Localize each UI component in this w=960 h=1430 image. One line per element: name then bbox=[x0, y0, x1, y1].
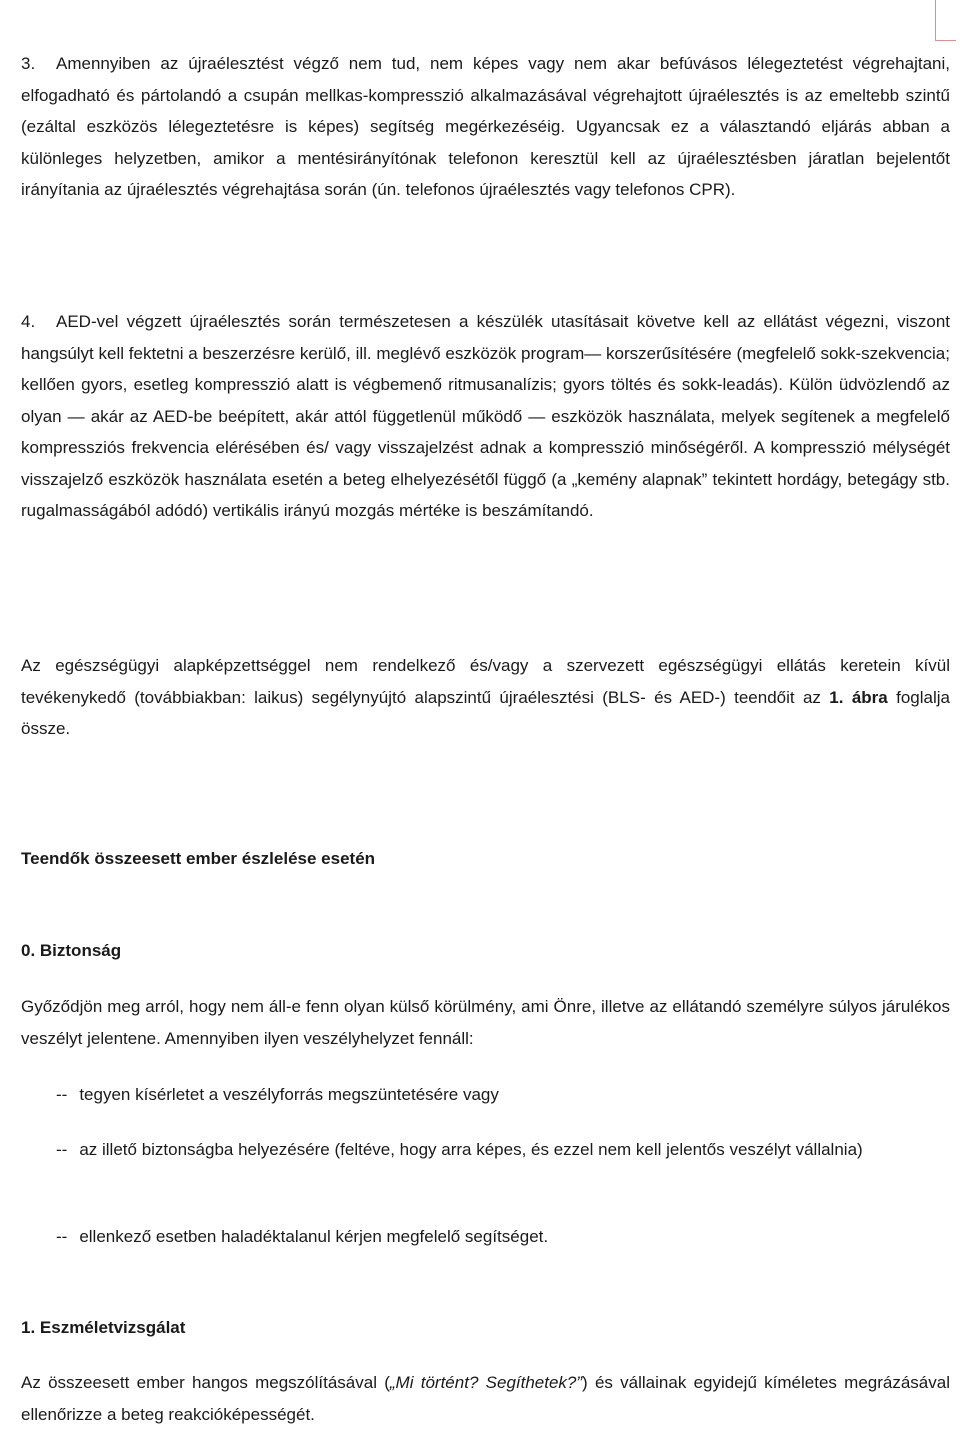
section-number: 3. bbox=[21, 54, 36, 73]
section-number: 4. bbox=[21, 312, 36, 331]
page-corner-mark bbox=[935, 0, 956, 41]
list-item-text: az illető biztonságba helyezésére (feltéve, hogy arra képes, és ezzel nem kell jelentős veszélyt vállalnia) bbox=[79, 1140, 863, 1159]
dash-marker: -- bbox=[56, 1140, 68, 1159]
page-title: Teendők összeesett ember észlelése esetén bbox=[21, 849, 376, 868]
section-4-text: AED-vel végzett újraélesztés során természetesen a készülék utasításait követve kell az ellátást végezni, viszont hangsúlyt kell fektetni a beszerzésre kerülő, ill. meglévő eszközök program— korszerűsítésére (megfelelő sokk-szekvencia; kellően gyors, esetleg kompresszió alatt is végbemenő ritmusanalízis; gyors töltés és sokk-leadás). Külön üdvözlendő az olyan — akár az AED-be beépített, akár attól függetlenül működő — eszközök használata, melyek segítenek a megfelelő kompressziós frekvencia elérésében és/ vagy visszajelzést adnak a kompresszió minőségéről. A kompresszió mélységét visszajelző eszközök használata esetén a beteg elhelyezésétől függő (a „kemény alapnak” tekintett hordágy, betegágy stb. rugalmasságából adódó) vertikális irányú mozgás mértéke is beszámítandó. bbox=[21, 312, 950, 520]
paragraph-intro bbox=[21, 650, 950, 745]
step-0-heading: 0. Biztonság bbox=[21, 941, 122, 960]
step-1-text-after: ) és vállainak egyidejű kíméletes megrázásával ellenőrizze a beteg reakcióképességét. bbox=[21, 1373, 950, 1424]
list-item-text: tegyen kísérletet a veszélyforrás megszüntetésére vagy bbox=[79, 1085, 499, 1104]
list-item-text: ellenkező esetben haladéktalanul kérjen megfelelő segítséget. bbox=[79, 1227, 549, 1246]
list-item bbox=[56, 1134, 946, 1166]
step-1-heading: 1. Eszméletvizsgálat bbox=[21, 1318, 186, 1337]
paragraph-section-3 bbox=[21, 48, 950, 206]
step-1-text bbox=[21, 1367, 950, 1430]
intro-text-before: Az egészségügyi alapképzettséggel nem rendelkező és/vagy a szervezett egészségügyi ellátás keretein kívül tevékenykedő (továbbiakban: laikus) segélynyújtó alapszintű újraélesztési (BLS- és AED-) teendőit az bbox=[21, 656, 950, 707]
quoted-question: „Mi történt? Segíthetek?” bbox=[389, 1373, 583, 1392]
intro-text-after: foglalja össze. bbox=[21, 687, 950, 738]
paragraph-section-4 bbox=[21, 306, 950, 527]
step-1-text-before: Az összeesett ember hangos megszólításával ( bbox=[21, 1373, 390, 1392]
list-item bbox=[56, 1221, 946, 1253]
figure-reference: 1. ábra bbox=[829, 687, 888, 707]
step-0-text: Győződjön meg arról, hogy nem áll-e fenn olyan külső körülmény, ami Önre, illetve az ellátandó személyre súlyos járulékos veszélyt jelentene. Amennyiben ilyen veszélyhelyzet fennáll: bbox=[21, 997, 950, 1048]
dash-marker: -- bbox=[56, 1227, 68, 1246]
section-3-text: Amennyiben az újraélesztést végző nem tud, nem képes vagy nem akar befúvásos lélegeztetést végrehajtani, elfogadható és pártolandó a csupán mellkas-kompresszió alkalmazásával végrehajtott újraélesztés is az emeltebb szintű (ezáltal eszközös lélegeztetésre is képes) segítség megérkezéséig. Ugyancsak ez a választandó eljárás abban a különleges helyzetben, amikor a mentésirányítónak telefonon keresztül kell az újraélesztésben járatlan bejelentőt irányítania az újraélesztés végrehajtása során (ún. telefonos újraélesztés vagy telefonos CPR). bbox=[21, 54, 950, 199]
dash-marker: -- bbox=[56, 1085, 68, 1104]
list-item bbox=[56, 1079, 946, 1111]
